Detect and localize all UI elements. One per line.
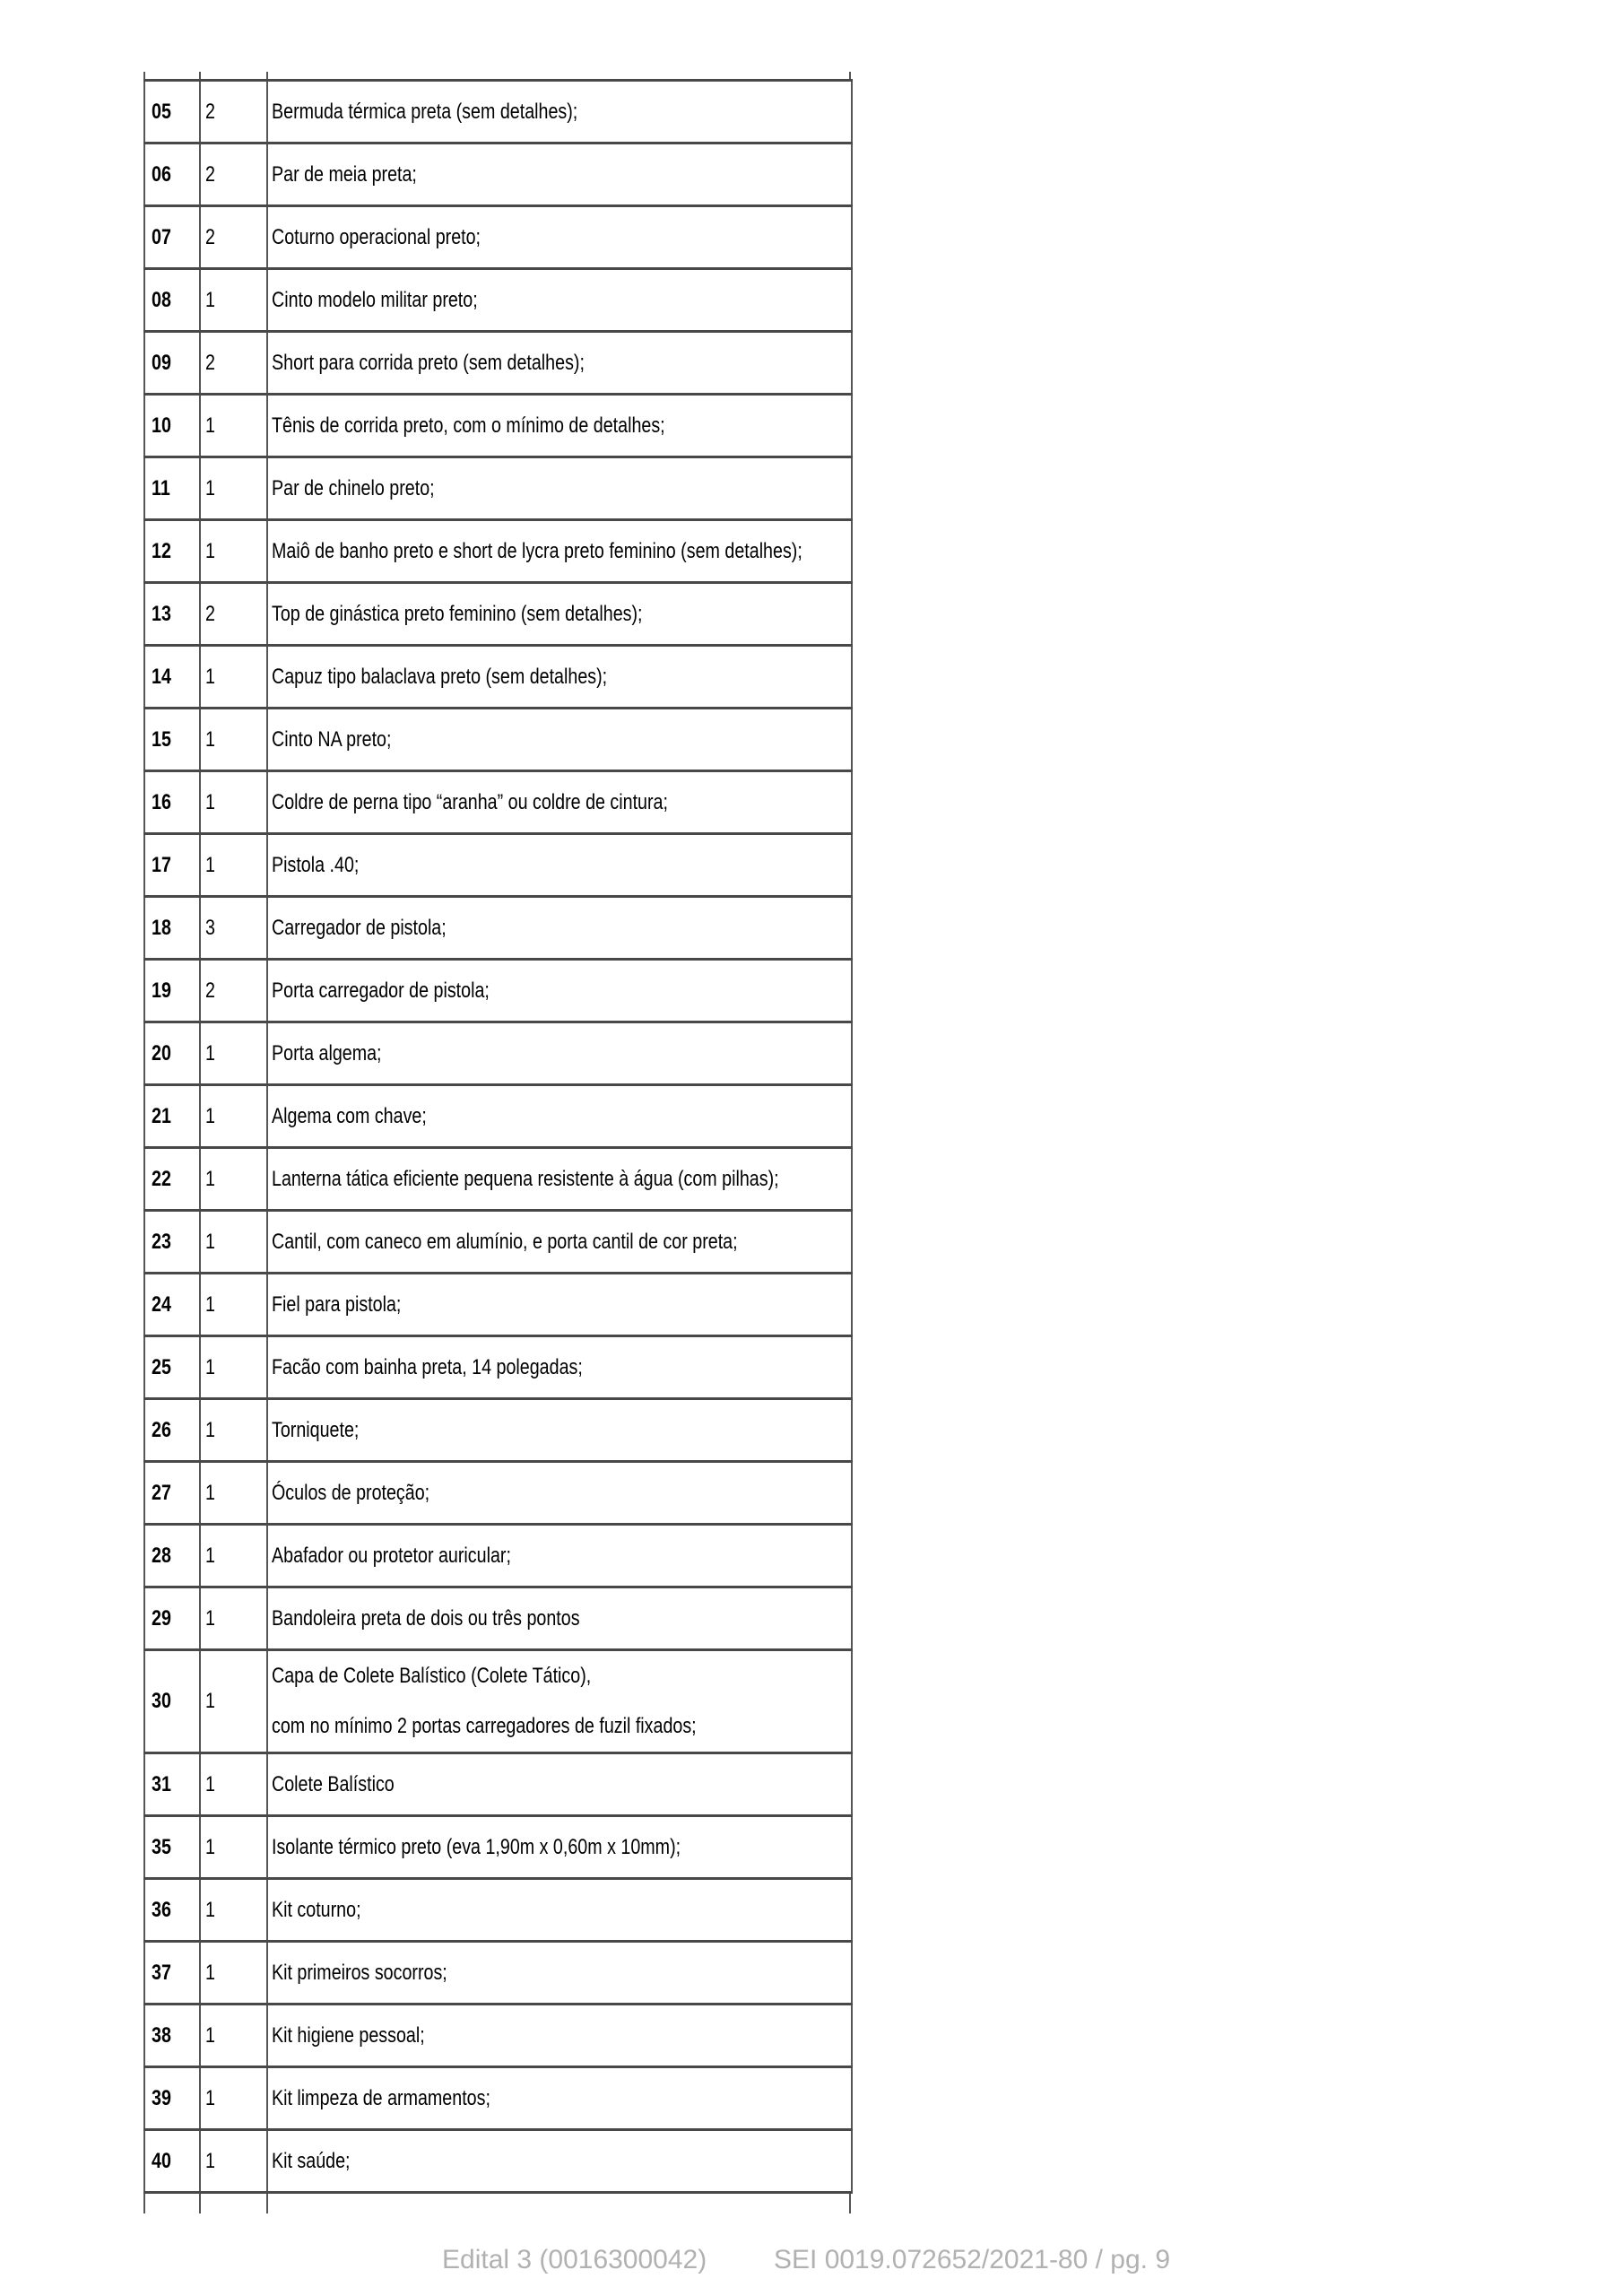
item-number: 36 xyxy=(152,1897,171,1922)
item-quantity: 1 xyxy=(205,1229,215,1254)
item-number: 07 xyxy=(152,224,171,249)
item-description: Facão com bainha preta, 14 polegadas; xyxy=(272,1354,583,1379)
item-number-cell xyxy=(144,1650,200,1753)
item-quantity: 3 xyxy=(205,915,215,940)
item-number-cell xyxy=(144,395,200,457)
item-quantity: 2 xyxy=(205,161,215,187)
item-number-cell xyxy=(144,1462,200,1525)
item-quantity: 1 xyxy=(205,413,215,438)
table-row xyxy=(144,1148,852,1211)
item-quantity: 1 xyxy=(205,726,215,752)
item-description: Bermuda térmica preta (sem detalhes); xyxy=(272,99,578,124)
item-number: 22 xyxy=(152,1166,171,1191)
item-number: 05 xyxy=(152,99,171,124)
item-number: 18 xyxy=(152,915,171,940)
item-quantity: 1 xyxy=(205,789,215,814)
item-number: 08 xyxy=(152,287,171,312)
item-quantity: 2 xyxy=(205,978,215,1003)
item-number-cell xyxy=(144,1816,200,1879)
item-number-cell xyxy=(144,1085,200,1148)
item-description: Fiel para pistola; xyxy=(272,1292,402,1317)
table-row xyxy=(144,1336,852,1399)
quantity-cell xyxy=(200,81,267,144)
table-row xyxy=(144,2067,852,2130)
description-cell xyxy=(267,1650,852,1753)
description-cell xyxy=(267,2130,852,2193)
item-description: Porta algema; xyxy=(272,1040,382,1065)
item-number: 09 xyxy=(152,350,171,375)
table-row xyxy=(144,1211,852,1274)
item-description: Cinto NA preto; xyxy=(272,726,392,752)
description-cell xyxy=(267,960,852,1022)
description-cell xyxy=(267,1336,852,1399)
item-description: Kit saúde; xyxy=(272,2148,351,2173)
item-number: 30 xyxy=(152,1689,171,1713)
quantity-cell xyxy=(200,1085,267,1148)
description-cell xyxy=(267,1879,852,1942)
description-cell xyxy=(267,269,852,332)
item-description: Par de chinelo preto; xyxy=(272,475,435,500)
item-description: Kit higiene pessoal; xyxy=(272,2022,425,2048)
description-cell xyxy=(267,1525,852,1587)
item-number: 35 xyxy=(152,1834,171,1859)
table-row xyxy=(144,269,852,332)
quantity-cell xyxy=(200,2005,267,2067)
quantity-cell xyxy=(200,269,267,332)
quantity-cell xyxy=(200,1399,267,1462)
item-number-cell xyxy=(144,1587,200,1650)
item-number: 23 xyxy=(152,1229,171,1254)
table-row xyxy=(144,834,852,897)
item-description: Colete Balístico xyxy=(272,1771,395,1796)
description-cell xyxy=(267,1274,852,1336)
description-cell xyxy=(267,144,852,206)
item-quantity: 1 xyxy=(205,2022,215,2048)
item-number: 20 xyxy=(152,1040,171,1065)
item-quantity: 1 xyxy=(205,1354,215,1379)
item-number-cell xyxy=(144,332,200,395)
item-number-cell xyxy=(144,583,200,646)
table-row xyxy=(144,709,852,771)
item-quantity: 2 xyxy=(205,350,215,375)
quantity-cell xyxy=(200,2130,267,2193)
item-quantity: 1 xyxy=(205,664,215,689)
quantity-cell xyxy=(200,709,267,771)
description-cell xyxy=(267,1462,852,1525)
item-number-cell xyxy=(144,520,200,583)
item-quantity: 1 xyxy=(205,1897,215,1922)
table-row xyxy=(144,1650,852,1753)
description-cell xyxy=(267,1211,852,1274)
item-number: 26 xyxy=(152,1417,171,1442)
item-number: 40 xyxy=(152,2148,171,2173)
table-row xyxy=(144,144,852,206)
item-description: Abafador ou protetor auricular; xyxy=(272,1543,511,1568)
item-description: Coldre de perna tipo “aranha” ou coldre de cintura; xyxy=(272,789,668,814)
table-row xyxy=(144,520,852,583)
item-number-cell xyxy=(144,81,200,144)
table-row xyxy=(144,1879,852,1942)
item-description: Bandoleira preta de dois ou três pontos xyxy=(272,1605,580,1631)
item-quantity: 2 xyxy=(205,99,215,124)
item-description: Capa de Colete Balístico (Colete Tático), xyxy=(272,1664,592,1688)
table-row xyxy=(144,2130,852,2193)
item-number-cell xyxy=(144,1753,200,1816)
quantity-cell xyxy=(200,206,267,269)
item-number: 28 xyxy=(152,1543,171,1568)
column-line xyxy=(266,72,268,79)
table-row xyxy=(144,1587,852,1650)
quantity-cell xyxy=(200,646,267,709)
quantity-cell xyxy=(200,332,267,395)
table-row xyxy=(144,583,852,646)
item-quantity: 1 xyxy=(205,1480,215,1505)
table-row xyxy=(144,1274,852,1336)
item-description: Isolante térmico preto (eva 1,90m x 0,60m x 10mm); xyxy=(272,1834,681,1859)
quantity-cell xyxy=(200,960,267,1022)
quantity-cell xyxy=(200,1650,267,1753)
item-quantity: 1 xyxy=(205,852,215,877)
item-number-cell xyxy=(144,206,200,269)
table-row xyxy=(144,332,852,395)
description-cell xyxy=(267,1753,852,1816)
item-description: Kit limpeza de armamentos; xyxy=(272,2085,490,2110)
item-quantity: 1 xyxy=(205,2085,215,2110)
item-quantity: 1 xyxy=(205,1543,215,1568)
item-description: Top de ginástica preto feminino (sem detalhes); xyxy=(272,601,643,626)
item-number: 39 xyxy=(152,2085,171,2110)
item-number: 14 xyxy=(152,664,171,689)
item-description: Capuz tipo balaclava preto (sem detalhes); xyxy=(272,664,608,689)
table-row xyxy=(144,1525,852,1587)
description-cell xyxy=(267,1399,852,1462)
quantity-cell xyxy=(200,897,267,960)
description-cell xyxy=(267,1587,852,1650)
item-number-cell xyxy=(144,1211,200,1274)
item-number-cell xyxy=(144,144,200,206)
description-cell xyxy=(267,646,852,709)
description-cell xyxy=(267,1085,852,1148)
item-number-cell xyxy=(144,2130,200,2193)
item-quantity: 1 xyxy=(205,1960,215,1985)
item-description: Tênis de corrida preto, com o mínimo de detalhes; xyxy=(272,413,665,438)
item-number-cell xyxy=(144,709,200,771)
description-cell xyxy=(267,1148,852,1211)
item-description: Short para corrida preto (sem detalhes); xyxy=(272,350,585,375)
item-number: 37 xyxy=(152,1960,171,1985)
items-table xyxy=(143,79,853,2194)
item-quantity: 1 xyxy=(205,1834,215,1859)
item-description: Cantil, com caneco em alumínio, e porta cantil de cor preta; xyxy=(272,1229,738,1254)
column-line xyxy=(199,2194,201,2213)
quantity-cell xyxy=(200,2067,267,2130)
footer-sei-ref: SEI 0019.072652/2021-80 / pg. 9 xyxy=(774,2245,1171,2274)
item-number: 19 xyxy=(152,978,171,1003)
item-number-cell xyxy=(144,1525,200,1587)
quantity-cell xyxy=(200,1942,267,2005)
item-quantity: 1 xyxy=(205,1040,215,1065)
item-number: 15 xyxy=(152,726,171,752)
item-description: Lanterna tática eficiente pequena resistente à água (com pilhas); xyxy=(272,1166,779,1191)
quantity-cell xyxy=(200,834,267,897)
item-description: Algema com chave; xyxy=(272,1103,427,1128)
item-number: 29 xyxy=(152,1605,171,1631)
quantity-cell xyxy=(200,771,267,834)
table-row xyxy=(144,1462,852,1525)
table-continuation-bottom xyxy=(143,2194,852,2213)
description-cell xyxy=(267,1816,852,1879)
item-quantity: 1 xyxy=(205,1417,215,1442)
item-description: Maiô de banho preto e short de lycra preto feminino (sem detalhes); xyxy=(272,538,802,563)
quantity-cell xyxy=(200,1336,267,1399)
quantity-cell xyxy=(200,583,267,646)
footer-document-ref: Edital 3 (0016300042) xyxy=(442,2245,707,2274)
description-cell xyxy=(267,2067,852,2130)
item-number-cell xyxy=(144,1336,200,1399)
description-cell xyxy=(267,834,852,897)
item-description: Óculos de proteção; xyxy=(272,1480,430,1505)
item-description: Kit primeiros socorros; xyxy=(272,1960,447,1985)
item-quantity: 1 xyxy=(205,1689,215,1713)
item-quantity: 2 xyxy=(205,601,215,626)
item-description: Carregador de pistola; xyxy=(272,915,447,940)
item-number: 31 xyxy=(152,1771,171,1796)
table-row xyxy=(144,960,852,1022)
table-row xyxy=(144,457,852,520)
description-cell xyxy=(267,1942,852,2005)
quantity-cell xyxy=(200,457,267,520)
item-number: 11 xyxy=(152,475,170,500)
description-cell xyxy=(267,206,852,269)
item-number-cell xyxy=(144,1148,200,1211)
item-number: 10 xyxy=(152,413,171,438)
description-cell xyxy=(267,897,852,960)
item-description: Porta carregador de pistola; xyxy=(272,978,490,1003)
item-quantity: 1 xyxy=(205,538,215,563)
item-quantity: 1 xyxy=(205,1292,215,1317)
item-quantity: 1 xyxy=(205,1771,215,1796)
description-cell xyxy=(267,395,852,457)
item-quantity: 1 xyxy=(205,1103,215,1128)
item-description: Par de meia preta; xyxy=(272,161,417,187)
item-number-cell xyxy=(144,1879,200,1942)
description-cell xyxy=(267,583,852,646)
table-row xyxy=(144,1942,852,2005)
page-footer xyxy=(0,2244,1622,2276)
description-cell xyxy=(267,520,852,583)
quantity-cell xyxy=(200,144,267,206)
quantity-cell xyxy=(200,1462,267,1525)
column-line xyxy=(849,72,851,79)
item-number-cell xyxy=(144,1022,200,1085)
column-line xyxy=(143,2194,145,2213)
table-row xyxy=(144,646,852,709)
item-description: Kit coturno; xyxy=(272,1897,361,1922)
item-number: 16 xyxy=(152,789,171,814)
quantity-cell xyxy=(200,1816,267,1879)
quantity-cell xyxy=(200,1753,267,1816)
item-number-cell xyxy=(144,1942,200,2005)
description-cell xyxy=(267,1022,852,1085)
item-number-cell xyxy=(144,834,200,897)
item-number-cell xyxy=(144,2067,200,2130)
item-description: Torniquete; xyxy=(272,1417,360,1442)
quantity-cell xyxy=(200,1211,267,1274)
column-line xyxy=(199,72,201,79)
item-description: Pistola .40; xyxy=(272,852,360,877)
item-number-cell xyxy=(144,1399,200,1462)
equipment-table xyxy=(143,72,854,2213)
item-quantity: 1 xyxy=(205,475,215,500)
quantity-cell xyxy=(200,1274,267,1336)
item-description: Coturno operacional preto; xyxy=(272,224,481,249)
quantity-cell xyxy=(200,395,267,457)
table-row xyxy=(144,1753,852,1816)
item-description: com no mínimo 2 portas carregadores de fuzil fixados; xyxy=(272,1714,697,1738)
table-row xyxy=(144,1085,852,1148)
item-quantity: 2 xyxy=(205,224,215,249)
quantity-cell xyxy=(200,1879,267,1942)
table-row xyxy=(144,1022,852,1085)
table-row xyxy=(144,206,852,269)
quantity-cell xyxy=(200,520,267,583)
table-continuation-top xyxy=(143,72,852,79)
item-number-cell xyxy=(144,1274,200,1336)
description-cell xyxy=(267,709,852,771)
table-row xyxy=(144,395,852,457)
table-row xyxy=(144,2005,852,2067)
description-cell xyxy=(267,457,852,520)
column-line xyxy=(849,2194,851,2213)
item-number: 27 xyxy=(152,1480,171,1505)
table-row xyxy=(144,897,852,960)
item-number-cell xyxy=(144,646,200,709)
item-number-cell xyxy=(144,269,200,332)
item-number-cell xyxy=(144,897,200,960)
item-number: 17 xyxy=(152,852,171,877)
item-number: 25 xyxy=(152,1354,171,1379)
table-row xyxy=(144,1816,852,1879)
item-number-cell xyxy=(144,771,200,834)
item-quantity: 1 xyxy=(205,1166,215,1191)
column-line xyxy=(143,72,145,79)
quantity-cell xyxy=(200,1148,267,1211)
quantity-cell xyxy=(200,1587,267,1650)
item-description: Cinto modelo militar preto; xyxy=(272,287,478,312)
item-number: 24 xyxy=(152,1292,171,1317)
item-quantity: 1 xyxy=(205,287,215,312)
item-number-cell xyxy=(144,2005,200,2067)
description-cell xyxy=(267,2005,852,2067)
quantity-cell xyxy=(200,1022,267,1085)
item-number: 06 xyxy=(152,161,171,187)
quantity-cell xyxy=(200,1525,267,1587)
item-number-cell xyxy=(144,457,200,520)
item-number: 12 xyxy=(152,538,171,563)
description-cell xyxy=(267,332,852,395)
table-row xyxy=(144,81,852,144)
item-number: 21 xyxy=(152,1103,171,1128)
column-line xyxy=(266,2194,268,2213)
item-number-cell xyxy=(144,960,200,1022)
description-cell xyxy=(267,771,852,834)
item-number: 13 xyxy=(152,601,171,626)
description-cell xyxy=(267,81,852,144)
item-number: 38 xyxy=(152,2022,171,2048)
table-row xyxy=(144,771,852,834)
item-quantity: 1 xyxy=(205,2148,215,2173)
table-row xyxy=(144,1399,852,1462)
item-quantity: 1 xyxy=(205,1605,215,1631)
